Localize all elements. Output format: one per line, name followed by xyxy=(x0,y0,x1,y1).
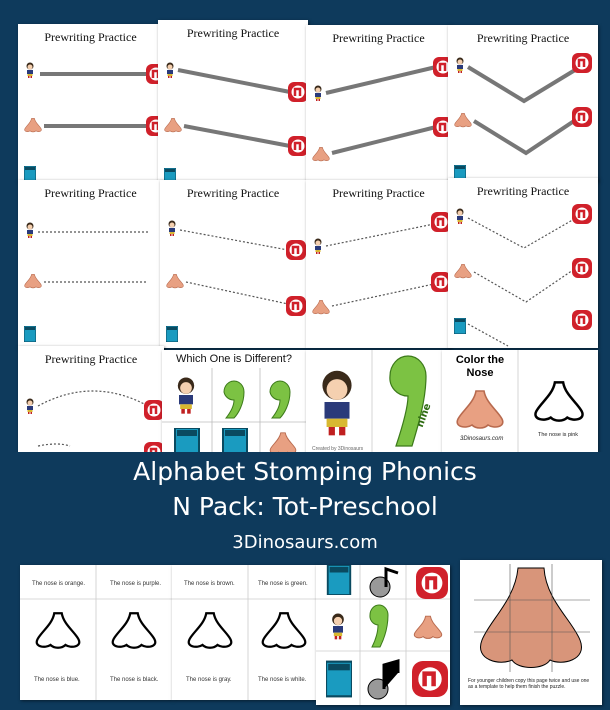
worksheet-diagonal-down-solid xyxy=(158,20,308,182)
different-graphic xyxy=(162,350,306,458)
worksheet-straight-solid xyxy=(18,24,163,182)
nose-card-label: The nose is brown. xyxy=(184,581,235,587)
worksheet-curve-dotted xyxy=(18,346,164,458)
worksheet-graphic xyxy=(18,346,164,458)
worksheet-diagonal-down-dotted xyxy=(160,180,306,348)
nose-puzzle-sheet xyxy=(460,560,602,705)
worksheet-title: Prewriting Practice xyxy=(44,30,137,44)
worksheet-title: Prewriting Practice xyxy=(476,184,570,198)
sheet-title: Which One is Different? xyxy=(176,353,292,365)
nose-card-sheet-2 xyxy=(172,565,318,700)
worksheet-title: Prewriting Practice xyxy=(476,31,570,45)
nose-card-label: The nose is white. xyxy=(258,677,307,683)
nine-word: nine xyxy=(414,402,434,429)
nose-card-label: The nose is green. xyxy=(258,581,308,587)
banner-site: 3Dinosaurs.com xyxy=(232,532,378,553)
puzzle-note: For younger children copy this page twice and use one as a template to help them finish the puzzle. xyxy=(468,678,590,690)
worksheet-title: Prewriting Practice xyxy=(44,186,137,200)
matching-cards-graphic xyxy=(316,565,450,705)
worksheet-graphic xyxy=(306,25,451,182)
worksheet-graphic xyxy=(18,180,163,348)
worksheet-title: Prewriting Practice xyxy=(44,352,138,366)
title-banner xyxy=(0,452,610,565)
worksheet-graphic xyxy=(448,25,598,182)
color-footer: 3Dinosaurs.com xyxy=(460,436,504,442)
nose-card-sheet-1 xyxy=(20,565,172,700)
worksheet-graphic xyxy=(18,24,163,182)
worksheet-graphic xyxy=(448,178,598,348)
worksheet-diagonal-up-solid xyxy=(306,25,451,182)
worksheet-graphic xyxy=(160,180,306,348)
worksheet-zigzag-solid xyxy=(448,25,598,182)
worksheet-title: Prewriting Practice xyxy=(332,31,425,45)
worksheet-title: Prewriting Practice xyxy=(186,186,280,200)
created-by: Created by 3Dinosaurs xyxy=(312,446,364,452)
nose-card-label: The nose is blue. xyxy=(34,677,80,683)
nose-card-label: The nose is orange. xyxy=(32,581,86,587)
worksheet-zigzag-dotted xyxy=(448,178,598,348)
worksheet-title: Prewriting Practice xyxy=(332,186,425,200)
nose-card-label: The nose is gray. xyxy=(186,677,232,683)
banner-line1: Alphabet Stomping Phonics xyxy=(133,457,477,486)
worksheet-diagonal-up-dotted xyxy=(306,180,451,348)
picture-cards-sheet xyxy=(306,350,446,454)
color-title-line2: Nose xyxy=(466,367,494,379)
worksheet-title: Prewriting Practice xyxy=(186,26,280,40)
matching-cards-sheet xyxy=(316,565,450,705)
nose-card-label: The nose is black. xyxy=(110,677,159,683)
worksheet-graphic xyxy=(306,180,451,348)
banner-line2: N Pack: Tot-Preschool xyxy=(172,492,438,521)
which-one-different-sheet xyxy=(162,350,306,458)
color-caption: The nose is pink xyxy=(538,432,579,438)
worksheet-straight-dotted xyxy=(18,180,163,348)
worksheet-graphic xyxy=(158,20,308,182)
color-the-nose-sheet xyxy=(442,350,598,454)
color-title-line1: Color the xyxy=(455,354,505,366)
nose-card-label: The nose is purple. xyxy=(110,581,162,587)
